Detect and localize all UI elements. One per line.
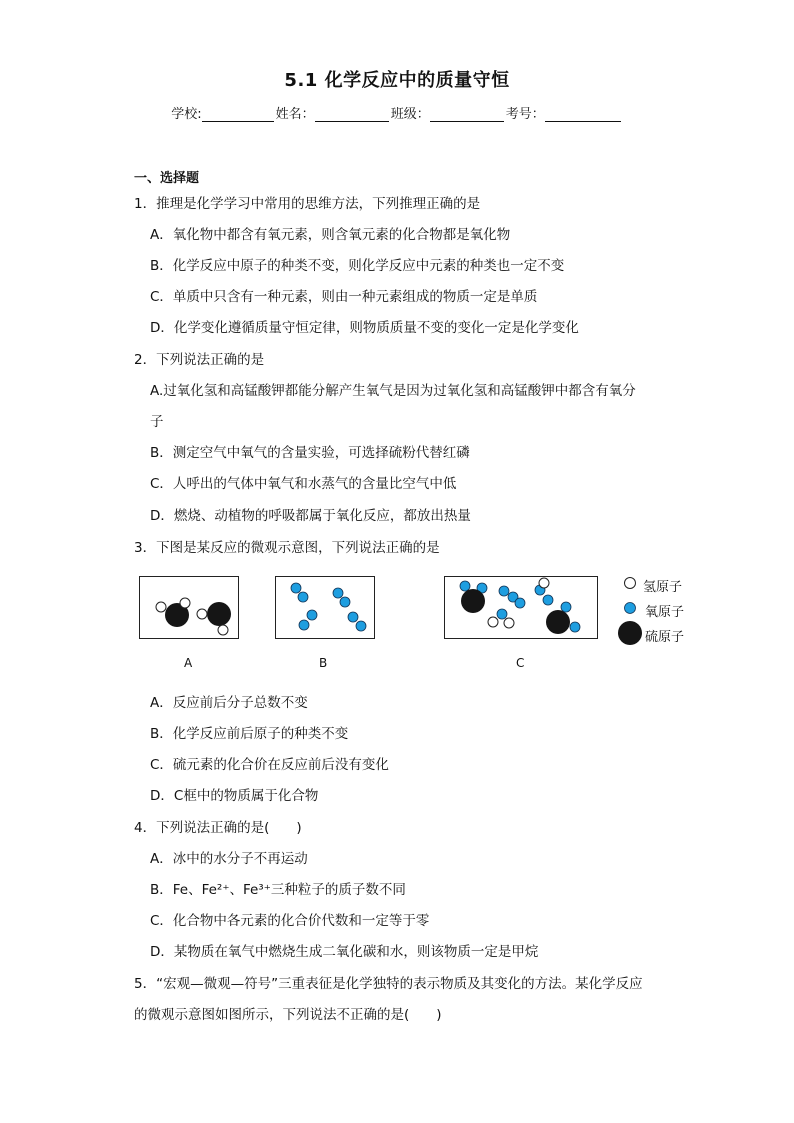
box-c-label: C: [516, 656, 525, 670]
question-4-option-b: B．Fe、Fe²⁺、Fe³⁺三种粒子的质子数不同: [150, 882, 406, 898]
box-c-molecules: [445, 577, 597, 638]
question-1-option-c: C．单质中只含有一种元素，则由一种元素组成的物质一定是单质: [150, 289, 538, 305]
legend-hydrogen-label: 氢原子: [643, 580, 683, 595]
name-label: 姓名：: [275, 107, 315, 122]
sulfur-atom: [461, 589, 485, 613]
class-blank[interactable]: [430, 107, 504, 122]
oxygen-atom: [340, 597, 350, 607]
oxygen-atom: [570, 622, 580, 632]
oxygen-atom: [515, 598, 525, 608]
question-1-option-a: A．氧化物中都含有氧元素，则含氧元素的化合物都是氧化物: [150, 227, 511, 243]
box-a-molecules: [140, 577, 238, 638]
diagram-box-a: [139, 576, 239, 639]
legend-sulfur-label: 硫原子: [645, 630, 685, 645]
question-1-stem: 1．推理是化学学习中常用的思维方法，下列推理正确的是: [134, 196, 481, 212]
class-label: 班级：: [390, 107, 430, 122]
hydrogen-atom: [488, 617, 498, 627]
question-5-stem: 5．“宏观—微观—符号”三重表征是化学独特的表示物质及其变化的方法。某化学反应: [134, 976, 643, 992]
oxygen-atom: [356, 621, 366, 631]
oxygen-atom: [543, 595, 553, 605]
oxygen-atom: [497, 609, 507, 619]
school-blank[interactable]: [202, 107, 274, 122]
box-a-label: A: [184, 656, 193, 670]
student-info-line: [0, 103, 794, 122]
hydrogen-atom: [197, 609, 207, 619]
hydrogen-atom: [218, 625, 228, 635]
hydrogen-atom: [180, 598, 190, 608]
legend-oxygen-label: 氧原子: [645, 605, 685, 620]
hydrogen-atom: [156, 602, 166, 612]
question-3-option-c: C．硫元素的化合价在反应前后没有变化: [150, 757, 389, 773]
question-2-option-a-cont: 子: [150, 414, 164, 430]
oxygen-atom: [460, 581, 470, 591]
question-2-stem: 2．下列说法正确的是: [134, 352, 265, 368]
question-2-option-b: B．测定空气中氧气的含量实验，可选择硫粉代替红磷: [150, 445, 470, 461]
question-4-stem: 4．下列说法正确的是( ): [134, 820, 302, 836]
question-1-option-b: B．化学反应中原子的种类不变，则化学反应中元素的种类也一定不变: [150, 258, 565, 274]
diagram-box-b: [275, 576, 375, 639]
question-3-option-a: A．反应前后分子总数不变: [150, 695, 308, 711]
school-label: 学校:: [171, 107, 202, 122]
legend-sulfur-symbol: [618, 621, 642, 645]
oxygen-atom: [299, 620, 309, 630]
oxygen-atom: [348, 612, 358, 622]
legend-hydrogen-symbol: [625, 578, 636, 589]
question-2-option-d: D．燃烧、动植物的呼吸都属于氧化反应，都放出热量: [150, 508, 471, 524]
oxygen-atom: [298, 592, 308, 602]
sulfur-atom: [546, 610, 570, 634]
question-4-option-d: D．某物质在氧气中燃烧生成二氧化碳和水，则该物质一定是甲烷: [150, 944, 539, 960]
page-title: 5.1 化学反应中的质量守恒: [284, 70, 510, 91]
name-blank[interactable]: [315, 107, 389, 122]
question-1-option-d: D．化学变化遵循质量守恒定律，则物质质量不变的变化一定是化学变化: [150, 320, 579, 336]
exam-no-label: 考号：: [505, 107, 545, 122]
question-2-option-a: A.过氧化氢和高锰酸钾都能分解产生氧气是因为过氧化氢和高锰酸钾中都含有氧分: [150, 383, 636, 399]
legend-oxygen-symbol: [625, 603, 636, 614]
oxygen-atom: [333, 588, 343, 598]
question-3-stem: 3．下图是某反应的微观示意图，下列说法正确的是: [134, 540, 440, 556]
question-4-option-a: A．冰中的水分子不再运动: [150, 851, 308, 867]
section-title: 一、选择题: [134, 171, 200, 186]
oxygen-atom: [499, 586, 509, 596]
sulfur-atom: [207, 602, 231, 626]
diagram-box-c: [444, 576, 598, 639]
hydrogen-atom: [504, 618, 514, 628]
oxygen-atom: [307, 610, 317, 620]
question-4-option-c: C．化合物中各元素的化合价代数和一定等于零: [150, 913, 430, 929]
oxygen-atom: [291, 583, 301, 593]
hydrogen-atom: [539, 578, 549, 588]
oxygen-atom: [561, 602, 571, 612]
box-b-molecules: [276, 577, 374, 638]
question-3-option-d: D．C框中的物质属于化合物: [150, 788, 319, 804]
box-b-label: B: [319, 656, 328, 670]
question-2-option-c: C．人呼出的气体中氧气和水蒸气的含量比空气中低: [150, 476, 457, 492]
question-3-option-b: B．化学反应前后原子的种类不变: [150, 726, 349, 742]
exam-no-blank[interactable]: [545, 107, 621, 122]
question-5-stem-cont: 的微观示意图如图所示，下列说法不正确的是( ): [134, 1007, 442, 1023]
